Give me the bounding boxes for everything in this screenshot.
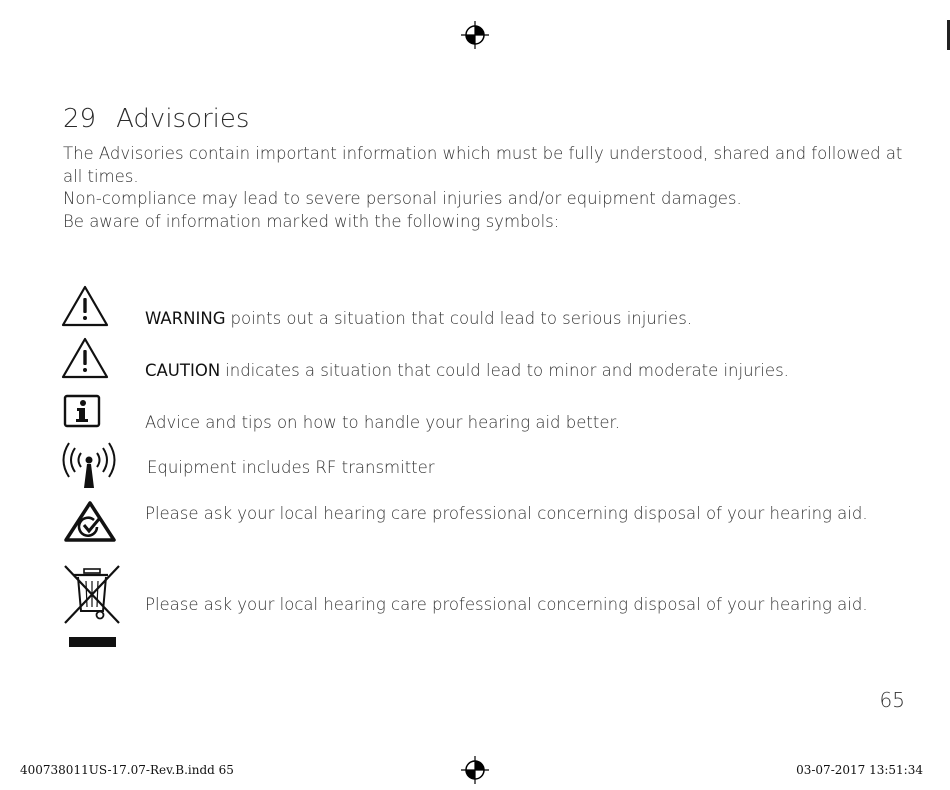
rcm-description: Please ask your local hearing care professional concerning disposal of your hearing aid. bbox=[145, 504, 868, 523]
warning-description: WARNING points out a situation that could lead to serious injuries. bbox=[145, 309, 693, 328]
footer-filename: 400738011US-17.07-Rev.B.indd 65 bbox=[20, 763, 234, 777]
registration-mark-icon bbox=[461, 756, 489, 784]
bin-description: Please ask your local hearing care professional concerning disposal of your hearing aid. bbox=[145, 595, 868, 614]
footer-timestamp: 03-07-2017 13:51:34 bbox=[796, 763, 923, 777]
rf-transmitter-icon bbox=[61, 440, 117, 490]
registration-mark-icon bbox=[461, 21, 489, 49]
intro-text bbox=[63, 143, 913, 233]
warning-keyword: WARNING bbox=[145, 309, 226, 328]
intro-line-3: Be aware of information marked with the following symbols: bbox=[63, 211, 560, 231]
page-heading bbox=[63, 104, 249, 134]
warning-triangle-icon bbox=[60, 284, 110, 328]
section-number: 29 bbox=[63, 104, 97, 134]
info-icon bbox=[63, 394, 101, 428]
intro-line-1: The Advisories contain important information which must be fully understood, shared and followed at all times. bbox=[63, 144, 903, 186]
rf-description: Equipment includes RF transmitter bbox=[147, 458, 435, 477]
caution-description: CAUTION indicates a situation that could lead to minor and moderate injuries. bbox=[145, 361, 789, 380]
intro-line-2: Non-compliance may lead to severe personal injuries and/or equipment damages. bbox=[63, 189, 742, 208]
section-title: Advisories bbox=[116, 104, 250, 134]
rcm-compliance-icon bbox=[62, 500, 118, 544]
crossed-bin-icon bbox=[62, 563, 122, 649]
caution-keyword: CAUTION bbox=[145, 361, 221, 380]
info-description: Advice and tips on how to handle your hearing aid better. bbox=[145, 413, 621, 432]
page-number: 65 bbox=[879, 688, 905, 712]
caution-triangle-icon bbox=[60, 336, 110, 380]
